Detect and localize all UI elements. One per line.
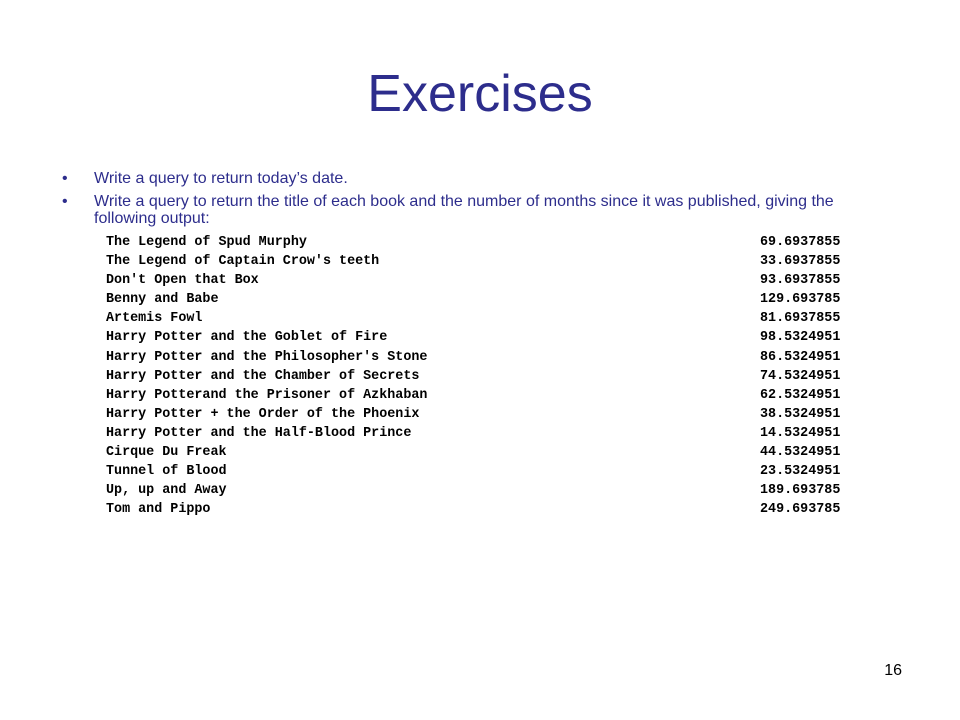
book-title-cell: Harry Potter and the Goblet of Fire <box>106 330 388 346</box>
months-since-published-cell: 38.5324951 <box>760 406 841 422</box>
book-title-cell: The Legend of Spud Murphy <box>106 235 307 250</box>
book-title-cell: Harry Potterand the Prisoner of Azkhaban <box>106 387 428 403</box>
book-title-cell: Artemis Fowl <box>106 311 203 327</box>
book-title-cell: Harry Potter and the Philosopher's Stone <box>106 349 428 365</box>
query-output-table <box>106 233 866 519</box>
output-row <box>106 443 866 462</box>
book-title-cell: Benny and Babe <box>106 292 219 308</box>
months-since-published-cell: 44.5324951 <box>760 445 841 461</box>
months-since-published-cell: 93.6937855 <box>760 273 841 289</box>
months-since-published-cell: 81.6937855 <box>760 311 841 327</box>
bullet-list <box>62 170 892 233</box>
months-since-published-cell: 74.5324951 <box>760 368 841 384</box>
slide-title: Exercises <box>367 65 593 123</box>
months-since-published-cell: 62.5324951 <box>760 387 841 403</box>
bullet-item <box>62 193 892 227</box>
bullet-text: Write a query to return the title of each book and the number of months since it was published, giving the following output: <box>94 193 834 227</box>
months-since-published-cell: 86.5324951 <box>760 349 841 365</box>
output-row <box>106 290 866 309</box>
output-row <box>106 252 866 271</box>
output-row <box>106 462 866 481</box>
output-row <box>106 405 866 424</box>
output-row <box>106 500 866 519</box>
months-since-published-cell: 98.5324951 <box>760 330 841 346</box>
book-title-cell: Harry Potter and the Half-Blood Prince <box>106 425 412 441</box>
output-row <box>106 481 866 500</box>
book-title-cell: Harry Potter + the Order of the Phoenix <box>106 406 420 422</box>
output-row <box>106 309 866 328</box>
months-since-published-cell: 33.6937855 <box>760 254 841 270</box>
output-row <box>106 386 866 405</box>
query-output-body <box>106 233 866 519</box>
output-row <box>106 328 866 347</box>
book-title-cell: Harry Potter and the Chamber of Secrets <box>106 368 420 384</box>
bullet-text: Write a query to return today’s date. <box>94 170 348 187</box>
book-title-cell: Up, up and Away <box>106 483 227 499</box>
months-since-published-cell: 189.693785 <box>760 483 841 499</box>
book-title-cell: Don't Open that Box <box>106 273 259 289</box>
output-row <box>106 348 866 367</box>
output-row <box>106 367 866 386</box>
months-since-published-cell: 249.693785 <box>760 502 841 518</box>
bullet-item <box>62 170 892 187</box>
bullet-marker: • <box>62 193 68 210</box>
output-row <box>106 424 866 443</box>
output-row <box>106 233 866 252</box>
months-since-published-cell: 129.693785 <box>760 292 841 308</box>
page-number: 16 <box>884 662 902 679</box>
book-title-cell: Tom and Pippo <box>106 502 211 518</box>
bullet-marker: • <box>62 170 68 187</box>
book-title-cell: The Legend of Captain Crow's teeth <box>106 254 380 270</box>
months-since-published-cell: 23.5324951 <box>760 464 841 480</box>
book-title-cell: Tunnel of Blood <box>106 464 227 480</box>
months-since-published-cell: 69.6937855 <box>760 235 841 250</box>
output-row <box>106 271 866 290</box>
book-title-cell: Cirque Du Freak <box>106 445 227 461</box>
months-since-published-cell: 14.5324951 <box>760 425 841 441</box>
